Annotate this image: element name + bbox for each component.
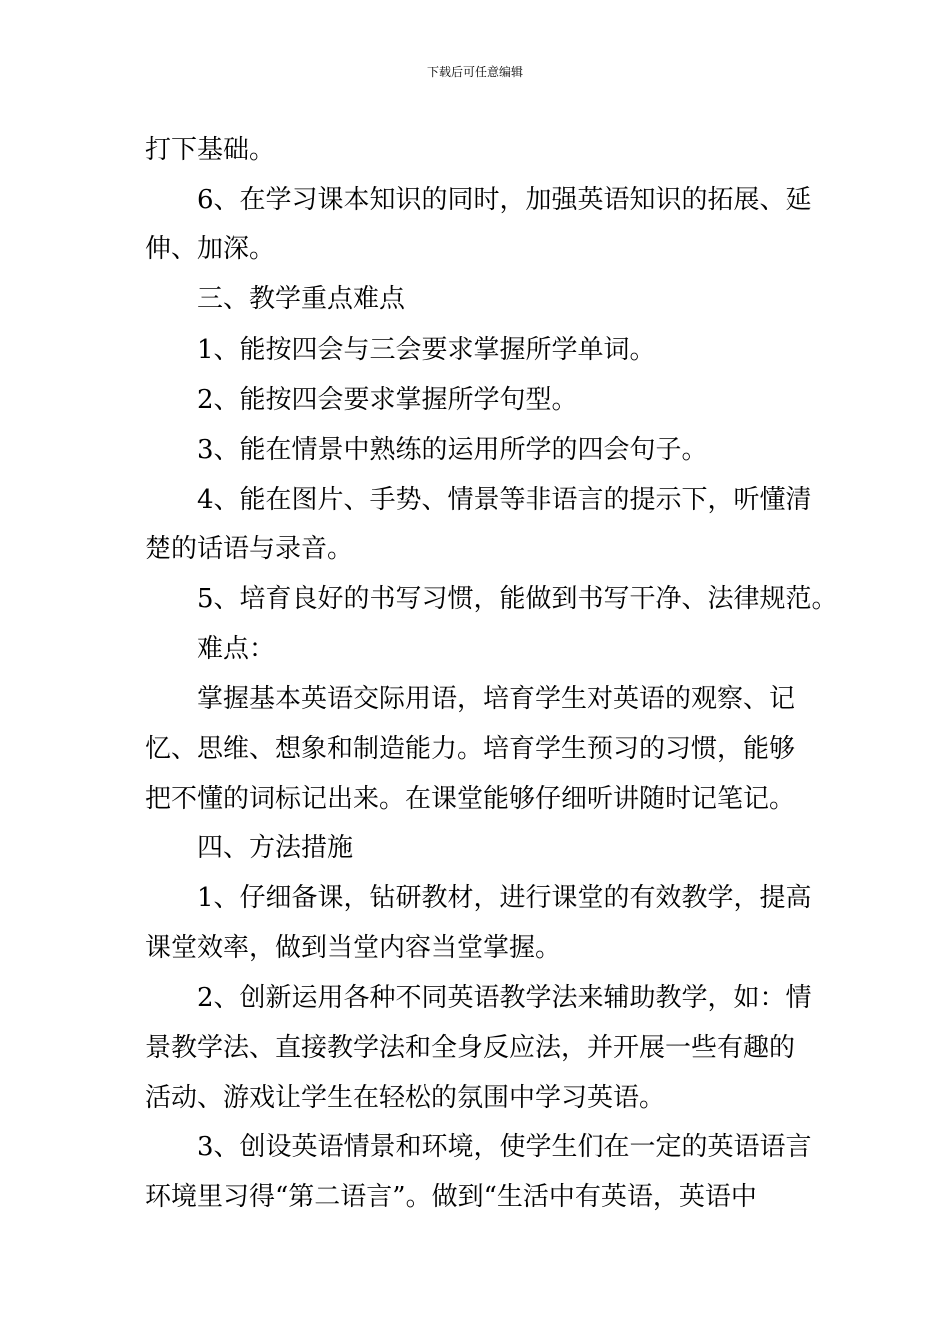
- text-line: 景教学法、直接教学法和全身反应法，并开展一些有趣的: [145, 1033, 796, 1063]
- text-line: 1、能按四会与三会要求掌握所学单词。: [145, 335, 656, 365]
- text-line: 5、培育良好的书写习惯，能做到书写干净、法律规范。: [145, 584, 838, 614]
- text-line: 打下基础。: [145, 135, 276, 165]
- text-line: 6、在学习课本知识的同时，加强英语知识的拓展、延: [145, 185, 812, 215]
- text-line: 把不懂的词标记出来。在课堂能够仔细听讲随时记笔记。: [145, 784, 796, 814]
- text-line: 3、能在情景中熟练的运用所学的四会句子。: [145, 435, 708, 465]
- section-heading: 四、方法措施: [145, 833, 354, 863]
- text-line: 活动、游戏让学生在轻松的氛围中学习英语。: [145, 1083, 666, 1113]
- text-line: 楚的话语与录音。: [145, 534, 354, 564]
- text-line: 2、创新运用各种不同英语教学法来辅助教学，如：情: [145, 983, 812, 1013]
- text-line: 课堂效率，做到当堂内容当堂掌握。: [145, 933, 562, 963]
- text-line: 3、创设英语情景和环境，使学生们在一定的英语语言: [145, 1132, 812, 1162]
- text-line: 伸、加深。: [145, 234, 276, 264]
- text-line: 掌握基本英语交际用语，培育学生对英语的观察、记: [145, 684, 796, 714]
- text-line: 忆、思维、想象和制造能力。培育学生预习的习惯，能够: [145, 734, 796, 764]
- text-line: 1、仔细备课，钻研教材，进行课堂的有效教学，提高: [145, 883, 812, 913]
- text-line: 2、能按四会要求掌握所学句型。: [145, 385, 578, 415]
- section-heading: 三、教学重点难点: [145, 284, 406, 314]
- text-line: 难点：: [145, 634, 276, 664]
- text-line: 4、能在图片、手势、情景等非语言的提示下，听懂清: [145, 485, 812, 515]
- text-line: 环境里习得“第二语言”。做到“生活中有英语，英语中: [145, 1182, 757, 1212]
- page-header: 下载后可任意编辑: [426, 65, 523, 79]
